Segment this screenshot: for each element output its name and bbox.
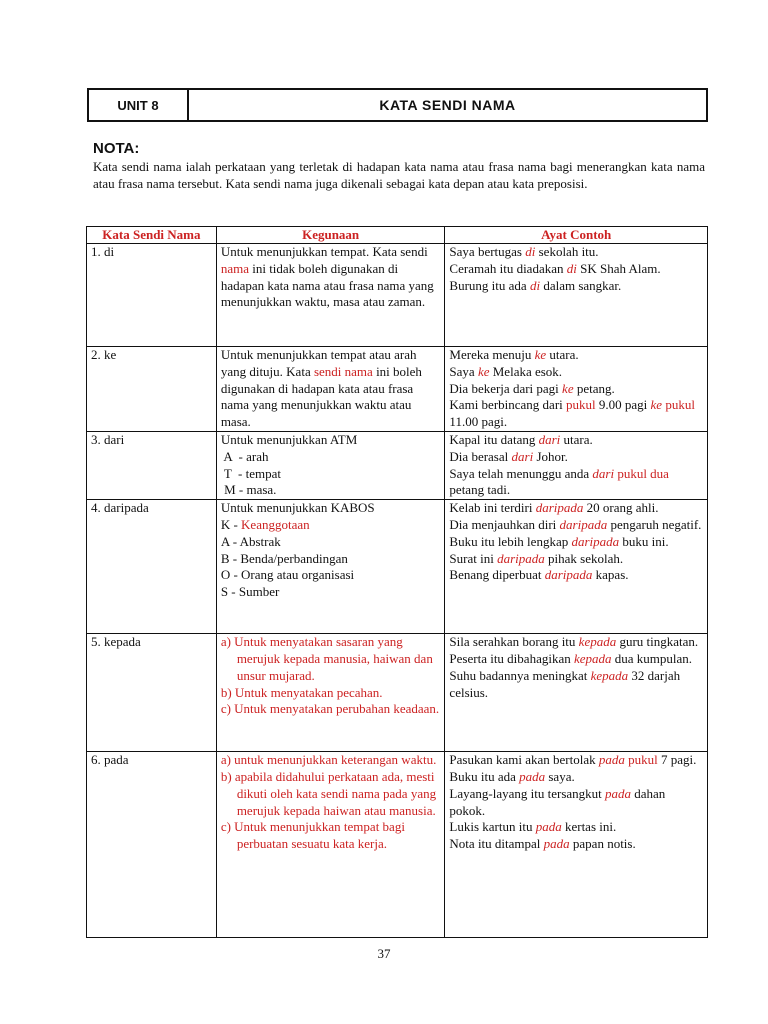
text-run: ini boleh digunakan di hadapan kata atau frasa nama yang menunjukkan waktu atau masa.: [220, 363, 422, 430]
text-run: Nota itu ditampal: [449, 836, 544, 852]
cell-ayat-contoh: [445, 432, 708, 500]
kegunaan-line: [221, 567, 441, 584]
highlight-text: di: [529, 277, 541, 293]
text-run: papan notis.: [569, 836, 636, 852]
text-run: B - Benda/perbandingan: [220, 550, 348, 566]
text-run: S - Sumber: [220, 584, 280, 600]
highlight-text: ke: [477, 363, 490, 379]
highlight-text: daripada: [497, 550, 545, 566]
highlight-text: daripada: [559, 516, 608, 532]
table-row: [87, 500, 708, 634]
highlight-text: di: [566, 260, 577, 276]
highlight-text: ke: [650, 397, 663, 413]
text-run: dahan pokok.: [449, 785, 666, 818]
highlight-text: Keanggotaan: [241, 516, 310, 532]
example-sentence: [449, 432, 703, 449]
kegunaan-line: [221, 584, 441, 601]
text-run: 11.00 pagi.: [449, 414, 508, 430]
example-sentence: [449, 517, 703, 534]
highlight-text: dari: [511, 448, 534, 464]
table-row: [87, 347, 708, 432]
text-run: Surat ini: [449, 550, 498, 566]
unit-title-box: [87, 88, 708, 122]
text-run: pengaruh negatif.: [607, 516, 702, 532]
text-run: Suhu badannya meningkat: [449, 667, 591, 683]
highlight-text: kepada: [573, 650, 612, 666]
kegunaan-line: [221, 534, 441, 551]
text-run: Ceramah itu diadakan: [449, 260, 567, 276]
header-ayat-contoh: Ayat Contoh: [445, 227, 708, 244]
table-row: [87, 432, 708, 500]
header-kegunaan: Kegunaan: [216, 227, 445, 244]
example-sentence: [449, 381, 703, 398]
kegunaan-item: b) Untuk menyatakan pecahan.: [220, 684, 383, 700]
text-run: ini tidak boleh digunakan di hadapan kata nama atau frasa nama yang menunjukkan waktu, masa atau zaman.: [220, 260, 434, 310]
table-row: [87, 752, 708, 938]
example-sentence: [449, 668, 703, 702]
highlight-text: daripada: [544, 567, 593, 583]
example-sentence: [449, 551, 703, 568]
cell-kegunaan: [216, 634, 445, 752]
text-run: Mereka menuju: [449, 347, 535, 362]
example-sentence: [449, 261, 703, 278]
text-run: Benang diperbuat: [449, 567, 545, 583]
cell-kata-sendi: 6. pada: [87, 752, 217, 938]
text-run: K -: [220, 516, 242, 532]
text-run: petang.: [573, 380, 615, 396]
cell-ayat-contoh: [445, 752, 708, 938]
highlight-text: pada: [605, 785, 632, 801]
text-run: O - Orang atau organisasi: [220, 567, 355, 583]
text-run: SK Shah Alam.: [576, 260, 661, 276]
text-run: sekolah itu.: [535, 244, 599, 259]
text-run: Kapal itu datang: [449, 432, 539, 447]
highlight-text: pada: [543, 836, 570, 852]
cell-kata-sendi: 4. daripada: [87, 500, 217, 634]
kegunaan-item: a) untuk menunjukkan keterangan waktu.: [220, 752, 437, 768]
text-run: Untuk menunjukkan tempat atau arah yang dituju. Kata: [220, 347, 417, 379]
highlight-text: nama: [220, 260, 249, 276]
text-run: saya.: [545, 768, 575, 784]
example-sentence: [449, 634, 703, 651]
kegunaan-line: T - tempat: [220, 465, 281, 481]
example-sentence: [449, 534, 703, 551]
example-sentence: [449, 397, 703, 431]
example-sentence: [449, 449, 703, 466]
example-sentence: [449, 347, 703, 364]
table-header-row: [87, 227, 708, 244]
text-run: Saya bertugas: [449, 244, 526, 259]
text-run: Dia bekerja dari pagi: [449, 380, 563, 396]
cell-kegunaan: [216, 244, 445, 347]
kegunaan-list: [221, 752, 441, 853]
highlight-text: daripada: [571, 533, 620, 549]
cell-kegunaan: [216, 752, 445, 938]
kegunaan-item: c) Untuk menyatakan perubahan keadaan.: [220, 701, 440, 717]
highlight-text: ke: [562, 380, 574, 396]
highlight-text: ke: [534, 347, 547, 362]
text-run: Kami berbincang dari: [449, 397, 567, 413]
highlight-text: sendi nama: [313, 363, 373, 379]
highlight-text: di: [525, 244, 536, 259]
cell-kegunaan: [216, 500, 445, 634]
text-run: dua kumpulan.: [611, 650, 693, 666]
kegunaan-line: [221, 500, 441, 517]
highlight-text: pada: [519, 768, 546, 784]
unit-label: UNIT 8: [89, 90, 189, 120]
text-run: 32 darjah celsius.: [449, 667, 681, 700]
example-sentence: [449, 567, 703, 584]
cell-kata-sendi: 3. dari: [87, 432, 217, 500]
highlight-text: dari: [592, 465, 615, 481]
text-run: kapas.: [592, 567, 629, 583]
text-run: utara.: [546, 347, 579, 362]
text-run: utara.: [560, 432, 593, 447]
kegunaan-line: [221, 551, 441, 568]
text-run: Peserta itu dibahagikan: [449, 650, 574, 666]
highlight-text: pukul: [566, 397, 596, 413]
cell-kegunaan: [216, 347, 445, 432]
text-run: Pasukan kami akan bertolak: [449, 752, 599, 768]
text-run: petang tadi.: [449, 482, 511, 498]
cell-kata-sendi: 1. di: [87, 244, 217, 347]
nota-heading: NOTA:: [93, 140, 140, 157]
text-run: Lukis kartun itu: [449, 819, 536, 835]
example-sentence: [449, 769, 703, 786]
example-sentence: [449, 466, 703, 500]
example-sentence: [449, 819, 703, 836]
text-run: Dia berasal: [449, 448, 512, 464]
highlight-text: daripada: [535, 500, 584, 516]
cell-kata-sendi: 5. kepada: [87, 634, 217, 752]
page-number: 37: [377, 946, 391, 961]
text-run: A - Abstrak: [220, 533, 281, 549]
example-sentence: [449, 278, 703, 295]
kegunaan-line: M - masa.: [220, 482, 277, 498]
kegunaan-line: Untuk menunjukkan ATM: [220, 432, 358, 447]
cell-kata-sendi: 2. ke: [87, 347, 217, 432]
example-sentence: [449, 244, 703, 261]
example-sentence: [449, 752, 703, 769]
text-run: Untuk menunjukkan KABOS: [220, 500, 375, 516]
highlight-text: pukul: [665, 397, 695, 413]
text-run: guru tingkatan.: [616, 634, 699, 650]
example-sentence: [449, 500, 703, 517]
kegunaan-item: c) Untuk menunjukkan tempat bagi perbuatan sesuatu kata kerja.: [220, 819, 405, 852]
highlight-text: pada: [535, 819, 562, 835]
topic-title: KATA SENDI NAMA: [379, 97, 516, 113]
text-run: Saya: [449, 363, 478, 379]
example-sentence: [449, 651, 703, 668]
cell-ayat-contoh: [445, 500, 708, 634]
table-row: [87, 634, 708, 752]
cell-ayat-contoh: [445, 634, 708, 752]
text-run: buku ini.: [619, 533, 669, 549]
text-run: Saya telah menunggu anda: [449, 465, 593, 481]
table-row: [87, 244, 708, 347]
kegunaan-line: A - arah: [220, 448, 269, 464]
example-sentence: [449, 836, 703, 853]
kegunaan-list: [221, 634, 441, 718]
cell-ayat-contoh: [445, 347, 708, 432]
cell-kegunaan: [216, 432, 445, 500]
highlight-text: kepada: [590, 667, 629, 683]
text-run: Dia menjauhkan diri: [449, 516, 560, 532]
text-run: Buku itu lebih lengkap: [449, 533, 572, 549]
text-run: Layang-layang itu tersangkut: [449, 785, 606, 801]
text-run: 7 pagi.: [657, 752, 697, 768]
cell-ayat-contoh: [445, 244, 708, 347]
text-run: dalam sangkar.: [540, 277, 622, 293]
kegunaan-line: [221, 517, 441, 534]
example-sentence: [449, 786, 703, 820]
kata-sendi-table: [86, 226, 708, 938]
highlight-text: kepada: [578, 634, 617, 650]
example-sentence: [449, 364, 703, 381]
text-run: Untuk menunjukkan tempat. Kata sendi: [220, 244, 428, 259]
text-run: 20 orang ahli.: [583, 500, 659, 516]
highlight-text: pukul: [628, 752, 658, 768]
text-run: Melaka esok.: [489, 363, 563, 379]
kegunaan-item: a) Untuk menyatakan sasaran yang merujuk kepada manusia, haiwan dan unsur mujarad.: [220, 634, 433, 683]
nota-body: Kata sendi nama ialah perkataan yang terletak di hadapan kata nama atau frasa nama bagi menerangkan kata nama atau frasa nama tersebut. Kata sendi nama juga dikenali sebagai kata depan atau kata preposisi.: [93, 159, 705, 191]
highlight-text: dari: [538, 432, 561, 447]
text-run: Johor.: [533, 448, 568, 464]
text-run: Burung itu ada: [449, 277, 530, 293]
text-run: Buku itu ada: [449, 768, 520, 784]
header-kata-sendi: Kata Sendi Nama: [87, 227, 217, 244]
table-body: [87, 244, 708, 938]
text-run: 9.00 pagi: [595, 397, 651, 413]
highlight-text: pada: [598, 752, 625, 768]
text-run: kertas ini.: [561, 819, 617, 835]
text-run: pihak sekolah.: [544, 550, 624, 566]
text-run: Kelab ini terdiri: [449, 500, 536, 516]
kegunaan-item: b) apabila didahului perkataan ada, mesti dikuti oleh kata sendi nama pada yang merujuk kepada haiwan atau manusia.: [220, 768, 437, 818]
text-run: Sila serahkan borang itu: [449, 634, 579, 650]
highlight-text: pukul dua: [617, 465, 669, 481]
